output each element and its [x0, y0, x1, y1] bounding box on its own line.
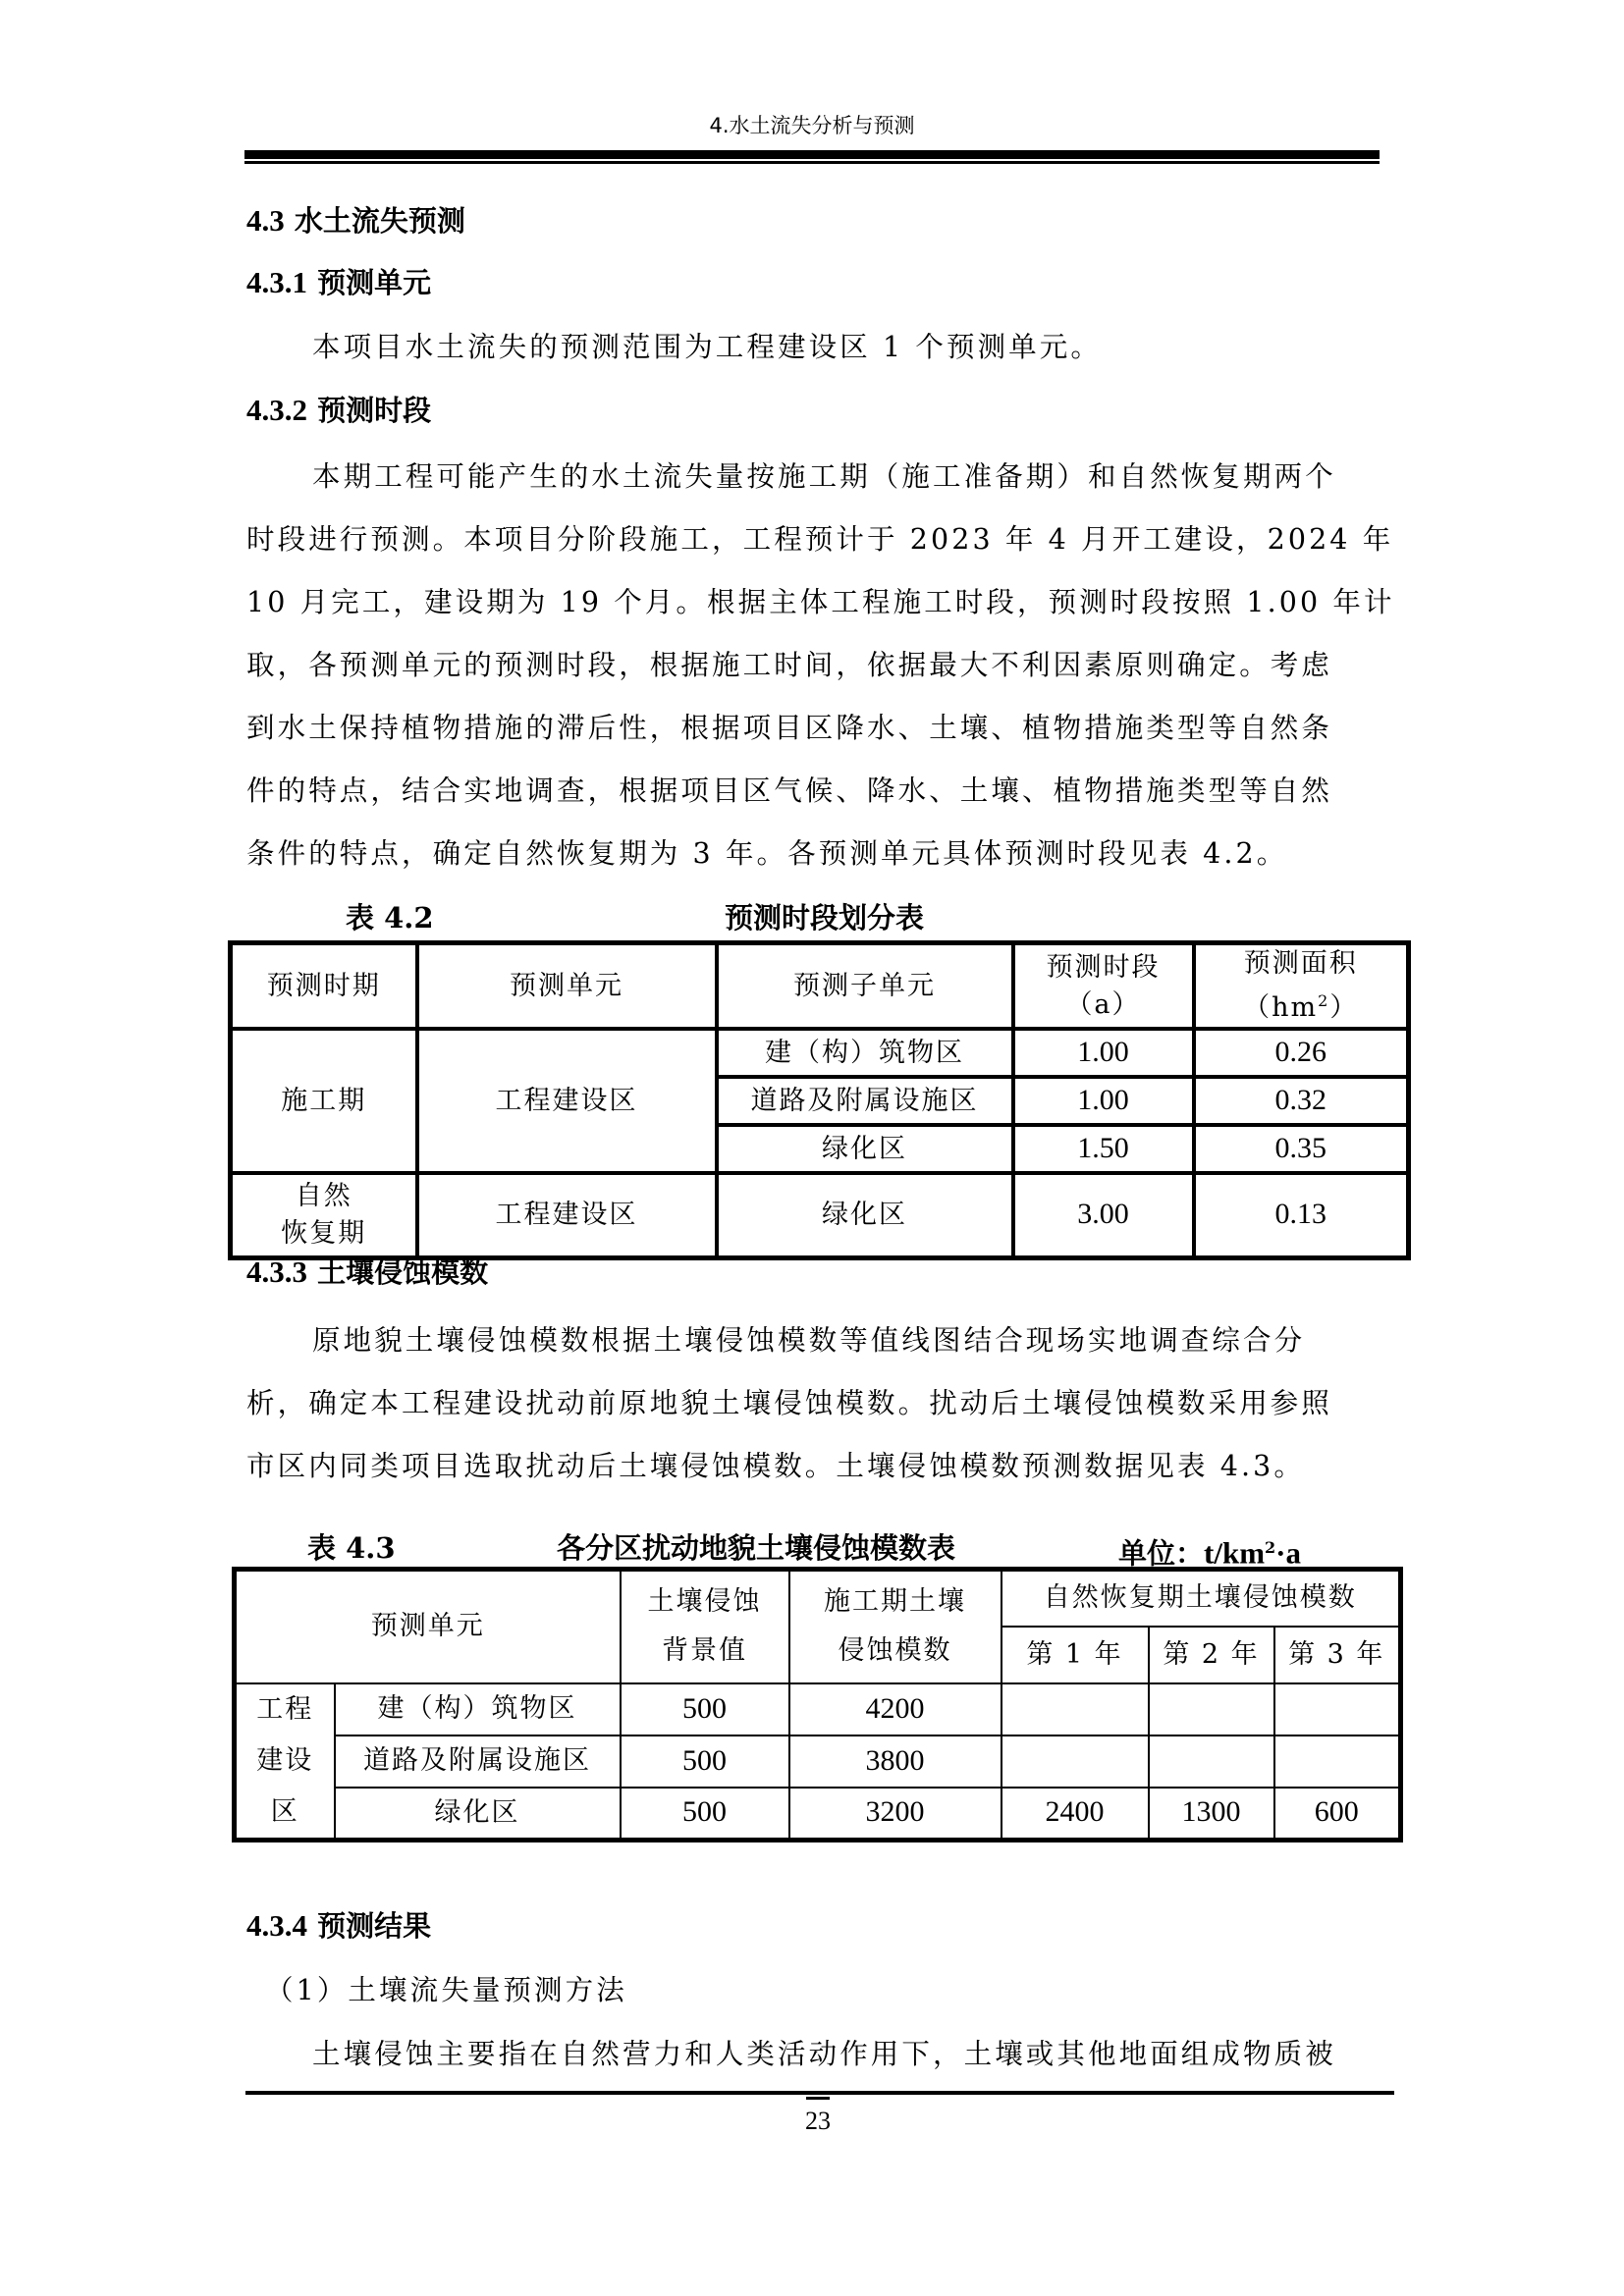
cell-subunit: 建（构）筑物区 — [717, 1029, 1013, 1077]
cell-duration: 1.50 — [1013, 1125, 1194, 1173]
running-header: 4.水土流失分析与预测 — [709, 114, 915, 137]
header-cell: 预测单元 — [235, 1570, 621, 1683]
header-cell: 第 2 年 — [1149, 1627, 1274, 1683]
cell-year3: 600 — [1274, 1788, 1401, 1840]
table-row — [231, 1029, 1409, 1077]
cell-area: 0.13 — [1194, 1173, 1409, 1257]
header-cell: 自然恢复期土壤侵蚀模数 — [1001, 1570, 1401, 1627]
table-header-row — [235, 1570, 1401, 1627]
cell-duration: 1.00 — [1013, 1077, 1194, 1125]
cell-background: 500 — [621, 1735, 789, 1788]
table-row — [235, 1683, 1401, 1735]
cell-period: 自然 恢复期 — [231, 1173, 417, 1257]
cell-area: 0.26 — [1194, 1029, 1409, 1077]
header-cell: 第 3 年 — [1274, 1627, 1401, 1683]
paragraph-line: 本项目水土流失的预测范围为工程建设区 1 个预测单元。 — [312, 331, 1102, 363]
table-row — [235, 1735, 1401, 1788]
header-rule-thin — [244, 161, 1380, 164]
cell-year1: 2400 — [1001, 1788, 1149, 1840]
cell-subunit: 绿化区 — [717, 1173, 1013, 1257]
header-cell: 施工期土壤 侵蚀模数 — [789, 1570, 1001, 1683]
table-4-3-label: 表 4.3 — [307, 1531, 396, 1565]
table-4-3-title: 各分区扰动地貌土壤侵蚀模数表 — [557, 1531, 956, 1565]
cell-subunit: 道路及附属设施区 — [717, 1077, 1013, 1125]
cell-subunit: 绿化区 — [717, 1125, 1013, 1173]
paragraph-line: 市区内同类项目选取扰动后土壤侵蚀模数。土壤侵蚀模数预测数据见表 4.3。 — [246, 1450, 1305, 1482]
cell-unit: 工程建设区 — [417, 1029, 717, 1173]
header-rule-thick — [244, 150, 1380, 159]
header-cell: 预测面积 $(hm^2)$ — [1194, 943, 1409, 1030]
cell-area: 0.35 — [1194, 1125, 1409, 1173]
table-row — [235, 1788, 1401, 1840]
table-header-row — [231, 943, 1409, 1030]
cell-area: 0.32 — [1194, 1077, 1409, 1125]
header-cell: 土壤侵蚀 背景值 — [621, 1570, 789, 1683]
cell-name: 绿化区 — [335, 1788, 621, 1840]
cell-construction: 3200 — [789, 1788, 1001, 1840]
section-heading-4-3-3: 4.3.3 土壤侵蚀模数 — [246, 1255, 489, 1289]
paragraph-line: 条件的特点，确定自然恢复期为 3 年。各预测单元具体预测时段见表 4.2。 — [246, 837, 1288, 870]
paragraph-line: 到水土保持植物措施的滞后性，根据项目区降水、土壤、植物措施类型等自然条 — [246, 712, 1333, 744]
section-heading-4-3-2: 4.3.2 预测时段 — [246, 393, 432, 427]
cell-construction: 3800 — [789, 1735, 1001, 1788]
header-cell: 第 1 年 — [1001, 1627, 1149, 1683]
cell-unit: 工程建设区 — [417, 1173, 717, 1257]
table-row — [231, 1173, 1409, 1257]
cell-year3 — [1274, 1735, 1401, 1788]
subheading-method: （1）土壤流失量预测方法 — [265, 1974, 627, 2006]
section-heading-4-3-4: 4.3.4 预测结果 — [246, 1908, 432, 1943]
cell-duration: 1.00 — [1013, 1029, 1194, 1077]
cell-year2 — [1149, 1735, 1274, 1788]
cell-period: 施工期 — [231, 1029, 417, 1173]
section-heading-4-3: 4.3 水土流失预测 — [246, 203, 465, 238]
cell-name: 道路及附属设施区 — [335, 1735, 621, 1788]
cell-year3 — [1274, 1683, 1401, 1735]
cell-year1 — [1001, 1735, 1149, 1788]
paragraph-line: 本期工程可能产生的水土流失量按施工期（施工准备期）和自然恢复期两个 — [312, 460, 1336, 493]
table-4-3-unit: 单位：$t/km^2\cdot a$ — [1118, 1535, 1301, 1571]
cell-year2 — [1149, 1683, 1274, 1735]
paragraph-line: 取，各预测单元的预测时段，根据施工时间，依据最大不利因素原则确定。考虑 — [246, 649, 1333, 681]
paragraph-line: 原地貌土壤侵蚀模数根据土壤侵蚀模数等值线图结合现场实地调查综合分 — [312, 1324, 1306, 1357]
header-cell: 预测时段 （a） — [1013, 943, 1194, 1030]
footer-rule — [245, 2091, 1394, 2095]
cell-construction: 4200 — [789, 1683, 1001, 1735]
table-4-2-label: 表 4.2 — [346, 901, 434, 934]
section-heading-4-3-1: 4.3.1 预测单元 — [246, 265, 432, 299]
header-cell: 预测单元 — [417, 943, 717, 1030]
paragraph-line: 土壤侵蚀主要指在自然营力和人类活动作用下，土壤或其他地面组成物质被 — [312, 2038, 1336, 2070]
footer-dash — [806, 2097, 830, 2100]
paragraph-line: 10 月完工，建设期为 19 个月。根据主体工程施工时段，预测时段按照 1.00 年计 — [246, 586, 1395, 618]
page-number: 23 — [805, 2107, 831, 2135]
table-4-2 — [228, 940, 1411, 1260]
cell-name: 建（构）筑物区 — [335, 1683, 621, 1735]
cell-background: 500 — [621, 1683, 789, 1735]
cell-duration: 3.00 — [1013, 1173, 1194, 1257]
cell-year2: 1300 — [1149, 1788, 1274, 1840]
table-4-3 — [232, 1567, 1403, 1842]
cell-background: 500 — [621, 1788, 789, 1840]
table-4-2-title: 预测时段划分表 — [725, 901, 925, 934]
paragraph-line: 件的特点，结合实地调查，根据项目区气候、降水、土壤、植物措施类型等自然 — [246, 774, 1333, 807]
paragraph-line: 析，确定本工程建设扰动前原地貌土壤侵蚀模数。扰动后土壤侵蚀模数采用参照 — [246, 1387, 1333, 1419]
paragraph-line: 时段进行预测。本项目分阶段施工，工程预计于 2023 年 4 月开工建设，2024 年 — [246, 523, 1394, 556]
cell-group: 工程 建设 区 — [235, 1683, 335, 1841]
header-cell: 预测时期 — [231, 943, 417, 1030]
cell-year1 — [1001, 1683, 1149, 1735]
header-cell: 预测子单元 — [717, 943, 1013, 1030]
